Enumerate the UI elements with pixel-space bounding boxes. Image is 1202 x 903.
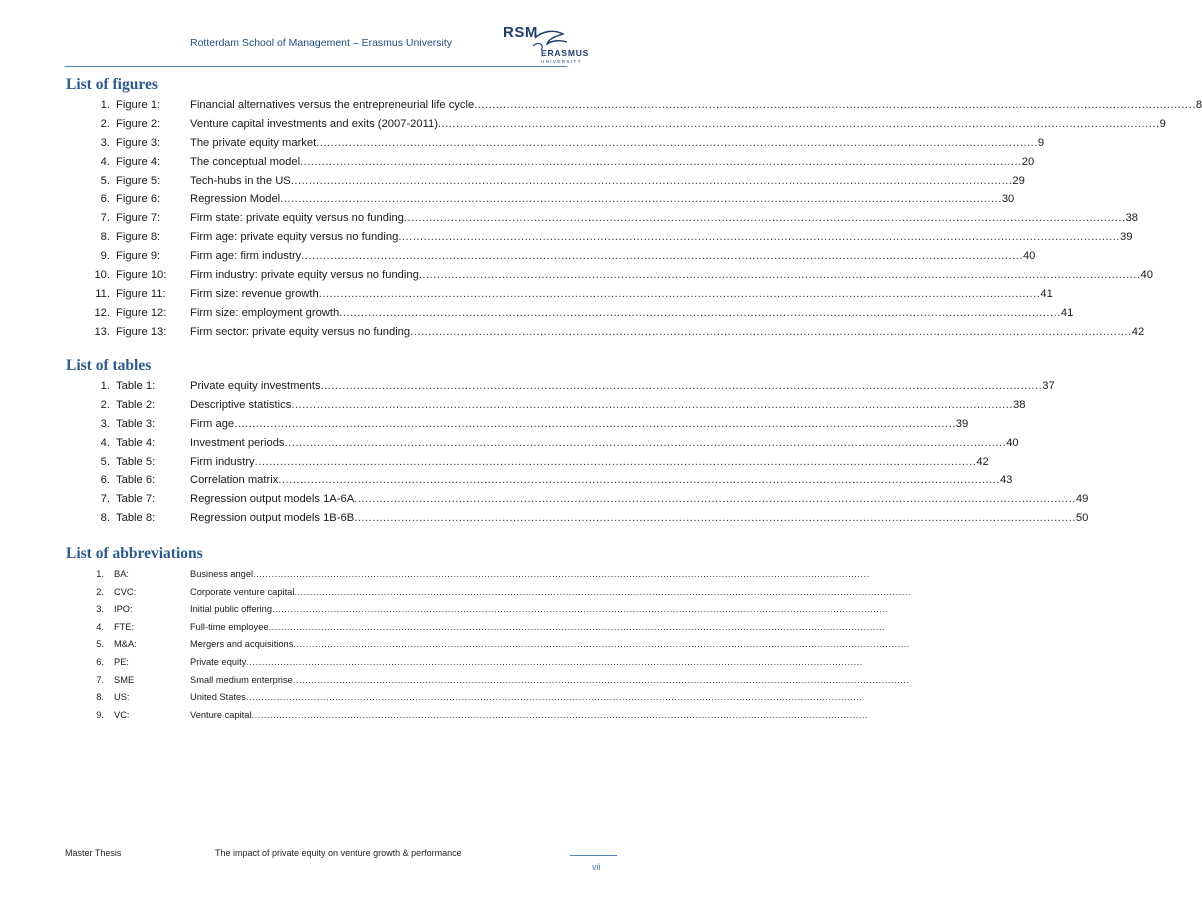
figure-title: Tech-hubs in the US — [190, 174, 291, 187]
abbreviation-entry — [190, 636, 910, 654]
table-title: Firm age — [190, 417, 235, 430]
table-title: Regression output models 1A-6A — [190, 493, 355, 506]
table-row[interactable] — [82, 396, 1026, 415]
table-label: Table 7: — [116, 493, 156, 506]
abbreviation-title: Business angel — [190, 569, 254, 579]
abbreviation-row[interactable] — [82, 654, 863, 672]
table-number: 3. — [100, 417, 110, 430]
abbreviation-number: 9. — [96, 709, 104, 720]
figure-page: 40 — [1140, 269, 1153, 282]
footer-left-text: Master Thesis — [65, 848, 122, 858]
figure-label: Figure 7: — [116, 212, 161, 225]
abbreviation-number: 2. — [96, 586, 104, 597]
abbreviation-label: BA: — [114, 569, 129, 579]
figure-label: Figure 2: — [116, 117, 161, 130]
figure-entry — [190, 209, 1139, 228]
figure-label: Figure 4: — [116, 155, 161, 168]
figure-title: The private equity market — [190, 136, 317, 149]
abbreviation-label: FTE: — [114, 621, 135, 632]
table-page: 40 — [1006, 436, 1019, 449]
rsm-erasmus-logo — [497, 24, 590, 68]
figure-page: 30 — [1001, 193, 1015, 206]
abbreviation-leader-dots: ........................................................................................................................................................................................................ — [292, 674, 910, 685]
figure-row[interactable] — [82, 96, 1202, 115]
figure-title: Firm age: private equity versus no funding — [190, 231, 399, 244]
table-leader-dots: ........................................................................................................................................................................................................ — [278, 474, 1000, 487]
abbreviation-row[interactable] — [82, 689, 863, 707]
abbreviation-entry — [190, 601, 889, 619]
figure-label: Figure 5: — [116, 174, 161, 187]
figure-title: Firm state: private equity versus no funding — [190, 212, 404, 225]
figure-label: Figure 13: — [116, 325, 167, 338]
figure-row[interactable] — [82, 115, 1166, 134]
abbreviation-title: Small medium enterprise — [190, 674, 293, 685]
figure-entry — [190, 323, 1145, 342]
abbreviation-label: SME — [114, 674, 135, 685]
figure-number: 6. — [100, 193, 110, 206]
abbreviation-title: Corporate venture capital — [190, 586, 295, 597]
logo-erasmus-text: ERASMUS — [541, 48, 590, 58]
abbreviation-label: CVC: — [114, 586, 137, 597]
figure-page: 39 — [1119, 231, 1133, 244]
figure-leader-dots: ........................................................................................................................................................................................................ — [300, 155, 1022, 168]
figure-number: 13. — [94, 325, 110, 338]
table-page: 43 — [999, 474, 1013, 487]
figure-number: 5. — [100, 174, 110, 187]
table-label: Table 1: — [116, 380, 156, 392]
abbreviations-list — [82, 566, 911, 724]
abbreviations-heading: List of abbreviations — [66, 545, 203, 562]
figure-entry — [190, 228, 1133, 247]
abbreviation-number: 7. — [96, 674, 104, 685]
figure-number: 10. — [94, 269, 110, 282]
table-number: 8. — [100, 512, 110, 525]
table-number: 6. — [100, 474, 110, 487]
abbreviation-leader-dots: ........................................................................................................................................................................................................ — [245, 692, 863, 703]
figure-entry — [190, 247, 1036, 266]
figure-number: 9. — [100, 250, 110, 263]
figure-leader-dots: ........................................................................................................................................................................................................ — [316, 136, 1038, 149]
figure-row[interactable] — [82, 190, 1015, 209]
table-leader-dots: ........................................................................................................................................................................................................ — [354, 512, 1076, 525]
figure-label: Figure 11: — [116, 287, 166, 300]
abbreviation-label: M&A: — [114, 639, 137, 650]
figure-label: Figure 6: — [116, 193, 161, 206]
abbreviation-entry — [190, 707, 869, 725]
figure-page: 38 — [1125, 212, 1139, 225]
tables-heading: List of tables — [66, 357, 152, 374]
figure-number: 3. — [100, 136, 110, 149]
figure-leader-dots: ........................................................................................................................................................................................................ — [474, 99, 1196, 111]
table-title: Descriptive statistics — [190, 398, 292, 411]
figure-page: 41 — [1060, 306, 1074, 319]
figure-number: 2. — [100, 117, 110, 130]
table-entry — [190, 396, 1026, 415]
table-page: 39 — [955, 417, 969, 430]
table-label: Table 4: — [116, 436, 156, 449]
figure-leader-dots: ........................................................................................................................................................................................................ — [301, 250, 1023, 263]
figure-page: 42 — [1131, 325, 1145, 338]
figure-title: Financial alternatives versus the entrepreneurial life cycle — [190, 99, 475, 111]
table-row[interactable] — [82, 377, 1055, 396]
figure-title: Regression Model — [190, 193, 281, 206]
table-number: 2. — [100, 398, 110, 411]
figure-row[interactable] — [82, 228, 1133, 247]
figure-number: 1. — [100, 99, 110, 111]
figure-entry — [190, 304, 1074, 323]
figure-number: 8. — [100, 231, 110, 244]
abbreviation-label: VC: — [114, 709, 130, 720]
logo-rsm-text: RSM — [503, 24, 538, 41]
table-leader-dots: ........................................................................................................................................................................................................ — [254, 455, 977, 468]
abbreviation-row[interactable] — [82, 601, 889, 619]
abbreviation-number: 6. — [96, 656, 104, 667]
figure-label: Figure 12: — [116, 306, 167, 319]
abbreviation-number: 1. — [96, 569, 104, 579]
table-title: Firm industry — [190, 455, 255, 468]
table-entry — [190, 434, 1019, 453]
abbreviation-title: Mergers and acquisitions — [190, 639, 294, 650]
figures-list — [82, 96, 1202, 342]
table-row[interactable] — [82, 453, 989, 472]
figure-leader-dots: ........................................................................................................................................................................................................ — [398, 231, 1120, 244]
figure-leader-dots: ........................................................................................................................................................................................................ — [410, 325, 1132, 338]
abbreviation-row[interactable] — [82, 636, 910, 654]
table-label: Table 5: — [116, 455, 156, 468]
abbreviation-title: Initial public offering — [190, 604, 273, 615]
page-number: vii — [592, 862, 601, 872]
abbreviation-leader-dots: ........................................................................................................................................................................................................ — [272, 604, 889, 615]
figure-leader-dots: ........................................................................................................................................................................................................ — [318, 287, 1041, 300]
abbreviation-label: US: — [114, 692, 130, 703]
footer-center-text: The impact of private equity on venture growth & performance — [215, 848, 462, 858]
figure-entry — [190, 153, 1035, 172]
figure-row[interactable] — [82, 247, 1036, 266]
abbreviation-entry — [190, 654, 863, 672]
table-entry — [190, 415, 969, 434]
abbreviation-entry — [190, 689, 863, 707]
figure-title: Firm industry: private equity versus no funding — [190, 269, 419, 282]
table-page: 37 — [1042, 380, 1055, 392]
table-row[interactable] — [82, 509, 1089, 528]
table-number: 4. — [100, 436, 110, 449]
abbreviation-row[interactable] — [82, 566, 870, 584]
figure-leader-dots: ........................................................................................................................................................................................................ — [403, 212, 1126, 225]
abbreviation-leader-dots: ........................................................................................................................................................................................................ — [246, 656, 863, 667]
abbreviation-label: PE: — [114, 656, 129, 667]
figure-number: 12. — [94, 306, 110, 319]
figure-label: Figure 3: — [116, 136, 161, 149]
table-leader-dots: ........................................................................................................................................................................................................ — [320, 380, 1043, 392]
figure-title: Firm size: employment growth — [190, 306, 340, 319]
abbreviation-leader-dots: ........................................................................................................................................................................................................ — [251, 709, 869, 720]
figure-leader-dots: ........................................................................................................................................................................................................ — [280, 193, 1002, 206]
figure-row[interactable] — [82, 172, 1025, 191]
table-page: 49 — [1075, 493, 1089, 506]
table-number: 1. — [100, 380, 110, 392]
table-title: Regression output models 1B-6B — [190, 512, 355, 525]
table-leader-dots: ........................................................................................................................................................................................................ — [284, 436, 1007, 449]
footer-divider — [570, 855, 617, 856]
logo-university-text: UNIVERSITY — [541, 59, 583, 64]
figure-title: Firm size: revenue growth — [190, 287, 319, 300]
figure-entry — [190, 96, 1202, 115]
abbreviation-leader-dots: ........................................................................................................................................................................................................ — [294, 586, 911, 597]
table-label: Table 6: — [116, 474, 156, 487]
figure-label: Figure 10: — [116, 269, 167, 282]
abbreviation-row[interactable] — [82, 707, 869, 725]
abbreviation-entry — [190, 619, 886, 637]
table-entry — [190, 509, 1089, 528]
abbreviation-title: Venture capital — [190, 709, 252, 720]
figure-leader-dots: ........................................................................................................................................................................................................ — [437, 117, 1160, 130]
figure-entry — [190, 285, 1053, 304]
figure-page: 41 — [1040, 287, 1053, 300]
table-number: 5. — [100, 455, 110, 468]
figure-number: 11. — [95, 287, 110, 300]
figure-leader-dots: ........................................................................................................................................................................................................ — [339, 306, 1061, 319]
figure-row[interactable] — [82, 153, 1035, 172]
table-leader-dots: ........................................................................................................................................................................................................ — [354, 493, 1076, 506]
table-row[interactable] — [82, 490, 1089, 509]
figure-page: 9 — [1037, 136, 1045, 149]
table-label: Table 8: — [116, 512, 156, 525]
table-title: Correlation matrix — [190, 474, 279, 487]
figure-entry — [190, 115, 1166, 134]
table-entry — [190, 377, 1055, 396]
table-leader-dots: ........................................................................................................................................................................................................ — [291, 398, 1013, 411]
abbreviation-entry — [190, 672, 910, 690]
figure-entry — [190, 266, 1153, 285]
figure-page: 29 — [1012, 174, 1025, 187]
abbreviation-row[interactable] — [82, 672, 910, 690]
header-divider — [65, 66, 567, 67]
abbreviation-number: 4. — [96, 621, 104, 632]
figure-leader-dots: ........................................................................................................................................................................................................ — [290, 174, 1013, 187]
figure-title: Firm age: firm industry — [190, 250, 302, 263]
abbreviation-row[interactable] — [82, 619, 886, 637]
table-row[interactable] — [82, 434, 1019, 453]
figure-label: Figure 1: — [116, 99, 161, 111]
abbreviation-number: 5. — [96, 639, 104, 650]
abbreviation-label: IPO: — [114, 604, 133, 615]
figure-page: 20 — [1021, 155, 1035, 168]
abbreviation-title: Full-time employee — [190, 621, 269, 632]
figure-label: Figure 8: — [116, 231, 161, 244]
table-page: 42 — [976, 455, 989, 468]
abbreviation-leader-dots: ........................................................................................................................................................................................................ — [293, 639, 910, 650]
table-entry — [190, 453, 989, 472]
figure-entry — [190, 190, 1015, 209]
figure-row[interactable] — [82, 323, 1145, 342]
table-leader-dots: ........................................................................................................................................................................................................ — [234, 417, 956, 430]
abbreviation-row[interactable] — [82, 584, 911, 602]
figure-row[interactable] — [82, 304, 1074, 323]
figures-heading: List of figures — [66, 76, 158, 93]
table-row[interactable] — [82, 415, 969, 434]
table-row[interactable] — [82, 471, 1013, 490]
figure-title: Venture capital investments and exits (2007-2011) — [190, 117, 438, 130]
abbreviation-leader-dots: ........................................................................................................................................................................................................ — [268, 621, 886, 632]
table-title: Private equity investments — [190, 380, 321, 392]
table-number: 7. — [100, 493, 110, 506]
figure-page: 9 — [1159, 117, 1166, 130]
abbreviation-title: United States — [190, 692, 246, 703]
figure-leader-dots: ........................................................................................................................................................................................................ — [418, 269, 1141, 282]
figure-entry — [190, 172, 1025, 191]
figure-title: Firm sector: private equity versus no funding — [190, 325, 411, 338]
figure-title: The conceptual model — [190, 155, 301, 168]
abbreviation-number: 3. — [96, 604, 104, 615]
figure-page: 40 — [1022, 250, 1036, 263]
figure-row[interactable] — [82, 285, 1053, 304]
figure-entry — [190, 134, 1045, 153]
figure-number: 4. — [100, 155, 110, 168]
figure-row[interactable] — [82, 209, 1139, 228]
table-entry — [190, 471, 1013, 490]
abbreviation-entry — [190, 584, 911, 602]
figure-row[interactable] — [82, 266, 1153, 285]
tables-list — [82, 377, 1089, 528]
table-label: Table 3: — [116, 417, 156, 430]
figure-page: 8 — [1195, 99, 1202, 111]
table-page: 38 — [1013, 398, 1026, 411]
table-label: Table 2: — [116, 398, 156, 411]
table-entry — [190, 490, 1089, 509]
table-title: Investment periods — [190, 436, 285, 449]
figure-label: Figure 9: — [116, 250, 161, 263]
figure-row[interactable] — [82, 134, 1045, 153]
abbreviation-entry — [190, 566, 870, 584]
abbreviation-number: 8. — [96, 692, 104, 703]
abbreviation-leader-dots: ........................................................................................................................................................................................................ — [253, 569, 870, 579]
figure-number: 7. — [100, 212, 110, 225]
abbreviation-title: Private equity — [190, 656, 247, 667]
header-title: Rotterdam School of Management – Erasmus University — [190, 37, 453, 49]
table-page: 50 — [1075, 512, 1089, 525]
